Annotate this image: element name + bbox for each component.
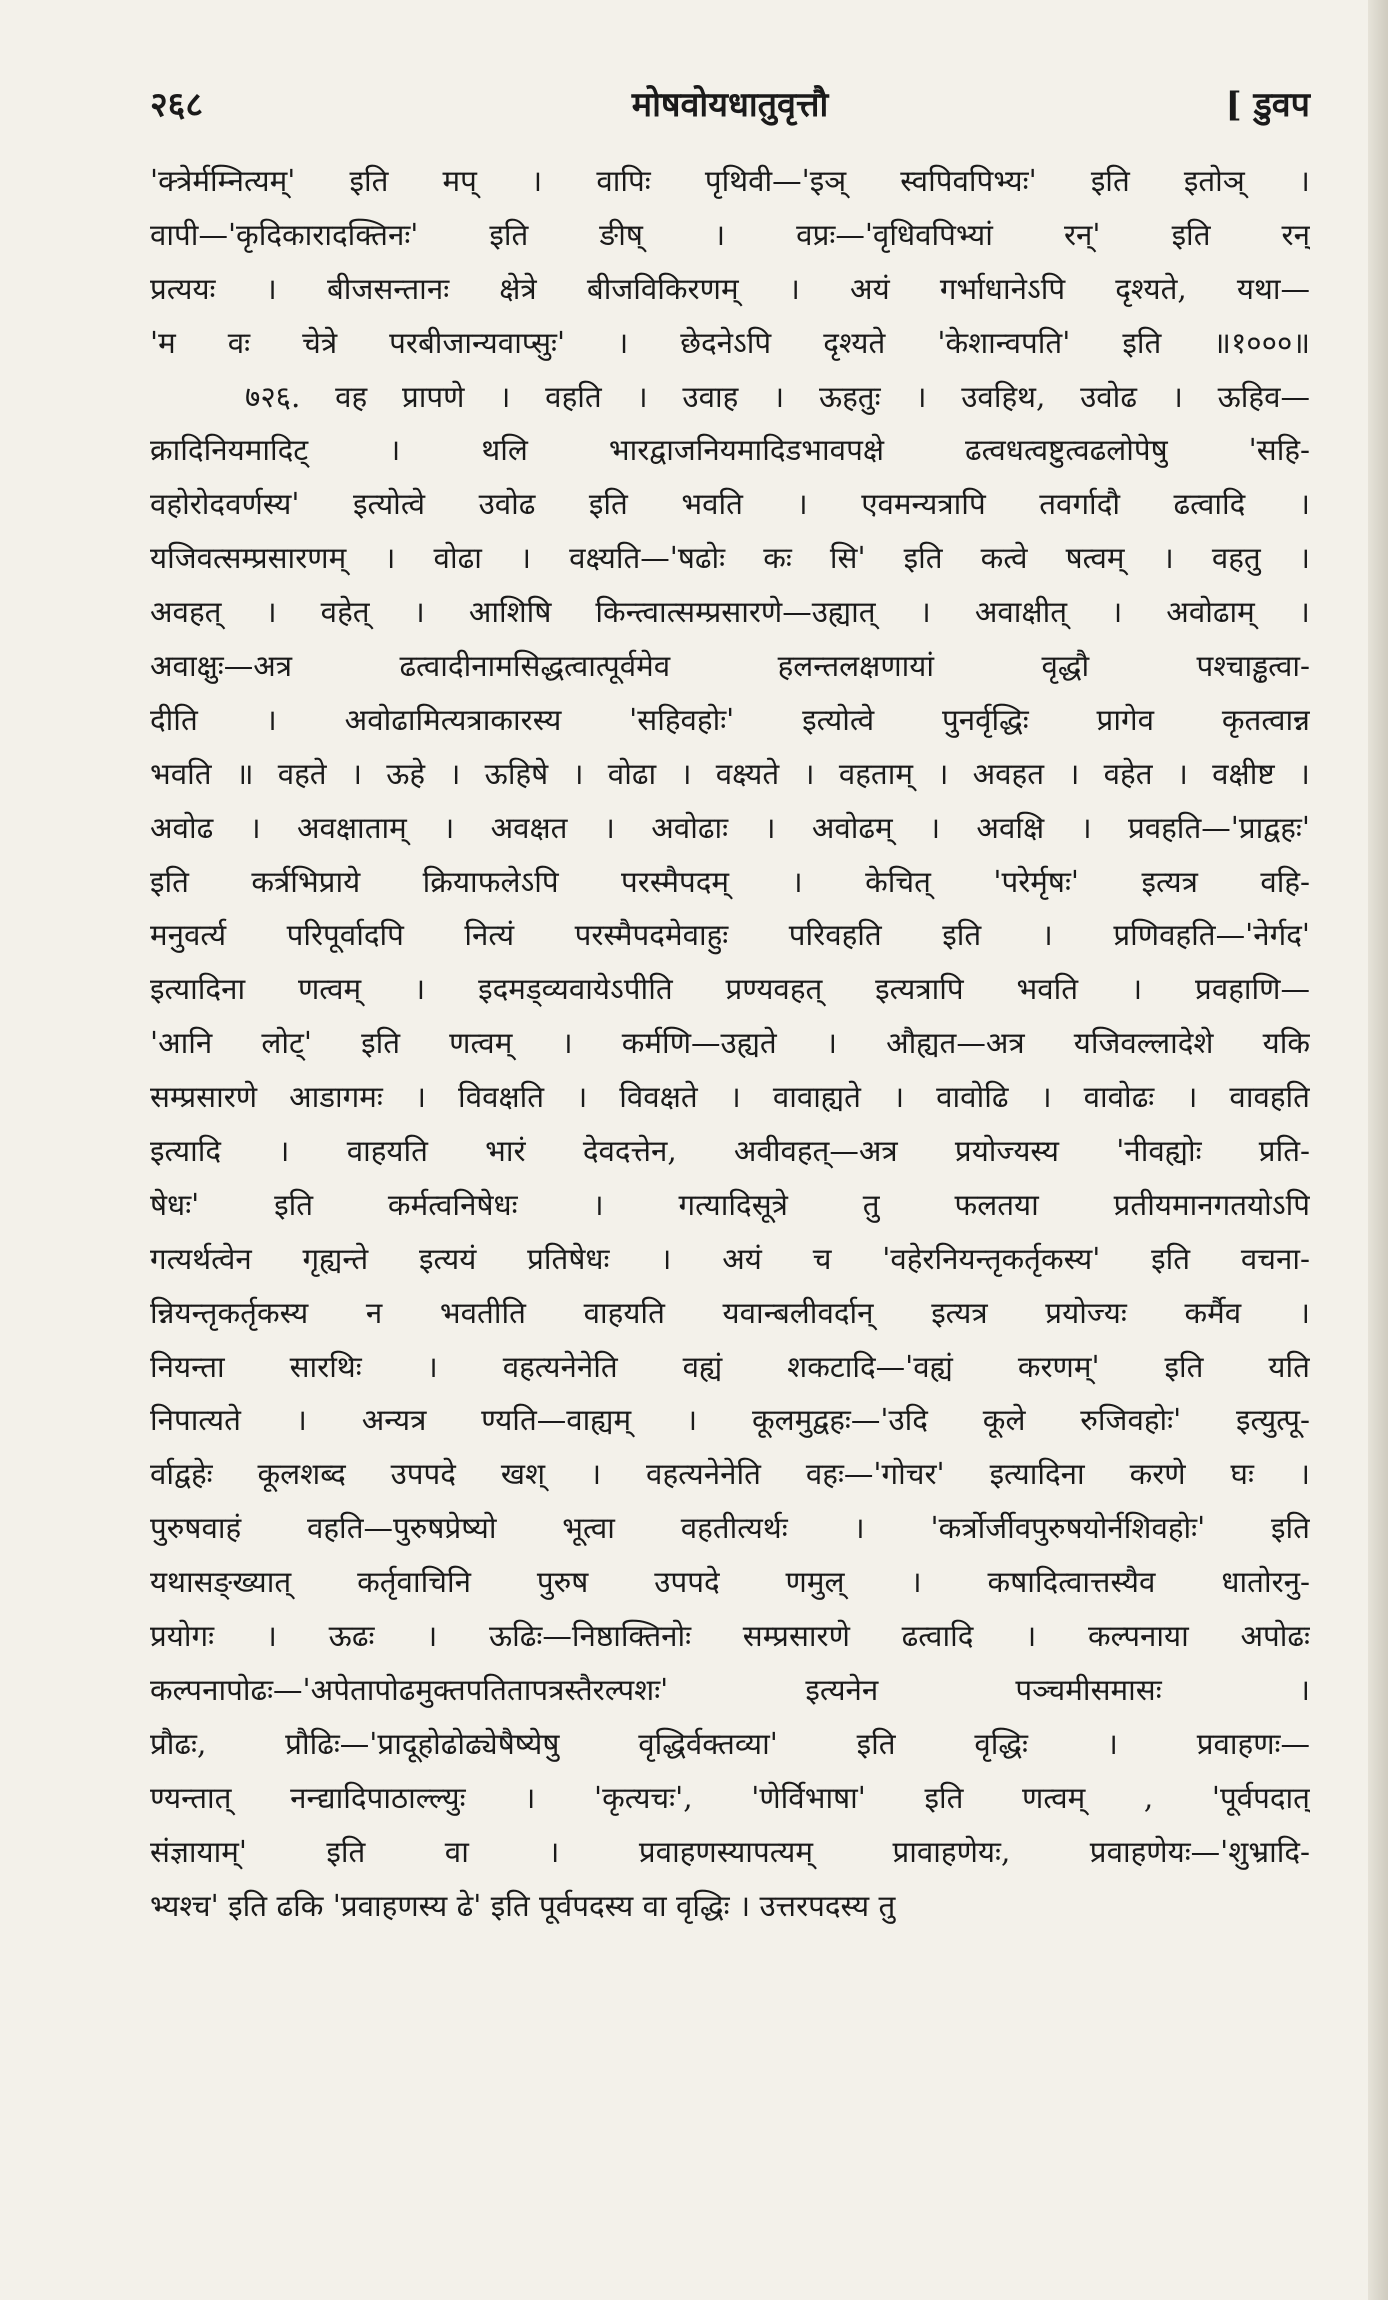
running-title: मोषवोयधातुवृत्तौ — [631, 85, 829, 125]
running-header — [150, 80, 1310, 140]
text-line: दीति । अवोढामित्यत्राकारस्य 'सहिवहोः' इत्योत्वे पुनर्वृद्धिः प्रागेव कृतत्वान्न — [150, 702, 1310, 737]
page-number: २६८ — [150, 85, 204, 125]
text-line: संज्ञायाम्' इति वा । प्रवाहणस्यापत्यम् प्रावाहणेयः, प्रवाहणेयः—'शुभ्रादि- — [150, 1834, 1310, 1869]
text-line: निपात्यते । अन्यत्र ण्यति—वाह्यम् । कूलमुद्वहः—'उदि कूले रुजिवहोः' इत्युत्पू- — [150, 1403, 1310, 1438]
text-line: 'आनि लोट्' इति णत्वम् । कर्मणि—उह्यते । औह्यत—अत्र यजिवल्लादेशे यकि — [150, 1026, 1310, 1061]
text-line: इत्यादि । वाहयति भारं देवदत्तेन, अवीवहत्—अत्र प्रयोज्यस्य 'नीवह्योः प्रति- — [150, 1134, 1310, 1169]
text-line: ण्यन्तात् नन्द्यादिपाठाल्ल्युः । 'कृत्यचः', 'णेर्विभाषा' इति णत्वम् , 'पूर्वपदात् — [150, 1780, 1310, 1815]
text-line: वापी—'कृदिकारादक्तिनः' इति ङीष् । वप्रः—'वृधिवपिभ्यां रन्' इति रन् — [150, 217, 1310, 252]
running-headword: [ डुवप — [1225, 85, 1310, 125]
text-line: षेधः' इति कर्मत्वनिषेधः । गत्यादिसूत्रे तु फलतया प्रतीयमानगतयोऽपि — [150, 1187, 1310, 1222]
text-line: वहोरोदवर्णस्य' इत्योत्वे उवोढ इति भवति । एवमन्यत्रापि तवर्गादौ ढत्वादि । — [150, 487, 1310, 522]
text-line: यजिवत्सम्प्रसारणम् । वोढा । वक्ष्यति—'षढोः कः सि' इति कत्वे षत्वम् । वहतु । — [150, 541, 1310, 576]
text-line: इति कर्त्रभिप्राये क्रियाफलेऽपि परस्मैपदम् । केचित् 'परेर्मृषः' इत्यत्र वहि- — [150, 864, 1310, 899]
text-line: प्रौढः, प्रौढिः—'प्रादूहोढोढ्येषैष्येषु वृद्धिर्वक्तव्या' इति वृद्धिः । प्रवाहणः— — [150, 1726, 1310, 1761]
text-line: इत्यादिना णत्वम् । इदमड्व्यवायेऽपीति प्रण्यवहत् इत्यत्रापि भवति । प्रवहाणि— — [150, 972, 1310, 1007]
text-line: अवहत् । वहेत् । आशिषि किन्त्वात्सम्प्रसारणे—उह्यात् । अवाक्षीत् । अवोढाम् । — [150, 595, 1310, 630]
text-line: 'क्त्रेर्मम्नित्यम्' इति मप् । वापिः पृथिवी—'इञ् स्वपिवपिभ्यः' इति इतोञ् । — [150, 164, 1310, 198]
text-line: कल्पनापोढः—'अपेतापोढमुक्तपतितापत्रस्तैरल्पशः' इत्यनेन पञ्चमीसमासः । — [150, 1672, 1310, 1707]
text-line: यथासङ्ख्यात् कर्तृवाचिनि पुरुष उपपदे णमुल् । कषादित्वात्तस्यैव धातोरनु- — [150, 1565, 1310, 1600]
text-line: भ्यश्च' इति ढकि 'प्रवाहणस्य ढे' इति पूर्वपदस्य वा वृद्धिः । उत्तरपदस्य तु — [150, 1888, 896, 1923]
text-line: ७२६. वह प्रापणे । वहति । उवाह । ऊहतुः । उवहिथ, उवोढ । ऊहिव— — [245, 379, 1310, 414]
text-line: र्वाद्वहेः कूलशब्द उपपदे खश् । वहत्यनेनेति वहः—'गोचर' इत्यादिना करणे घः । — [150, 1457, 1310, 1492]
text-line: अवाक्षुः—अत्र ढत्वादीनामसिद्धत्वात्पूर्वमेव हलन्तलक्षणायां वृद्धौ पश्चाड्ढत्वा- — [150, 649, 1310, 684]
text-line: अवोढ । अवक्षाताम् । अवक्षत । अवोढाः । अवोढम् । अवक्षि । प्रवहति—'प्राद्वहः' — [150, 810, 1310, 845]
text-line: प्रत्ययः । बीजसन्तानः क्षेत्रे बीजविकिरणम् । अयं गर्भाधानेऽपि दृश्यते, यथा— — [150, 271, 1310, 306]
text-body — [150, 155, 1310, 1933]
text-line: भवति ॥ वहते । ऊहे । ऊहिषे । वोढा । वक्ष्यते । वहताम् । अवहत । वहेत । वक्षीष्ट । — [150, 756, 1310, 791]
text-line: मनुवर्त्य परिपूर्वादपि नित्यं परस्मैपदमेवाहुः परिवहति इति । प्रणिवहति—'नेर्गद' — [150, 918, 1310, 953]
text-line: क्रादिनियमादिट् । थलि भारद्वाजनियमादिडभावपक्षे ढत्वधत्वष्टुत्वढलोपेषु 'सहि- — [150, 433, 1310, 468]
text-line: नियन्ता सारथिः । वहत्यनेनेति वह्यं शकटादि—'वह्यं करणम्' इति यति — [150, 1349, 1310, 1384]
text-line: 'म वः चेत्रे परबीजान्यवाप्सुः' । छेदनेऽपि दृश्यते 'केशान्वपति' इति ॥१०००॥ — [150, 325, 1310, 360]
page-edge — [1368, 0, 1388, 2300]
text-line: सम्प्रसारणे आडागमः । विवक्षति । विवक्षते । वावाह्यते । वावोढि । वावोढः । वावहति — [150, 1080, 1310, 1115]
text-line: प्रयोगः । ऊढः । ऊढिः—निष्ठाक्तिनोः सम्प्रसारणे ढत्वादि । कल्पनाया अपोढः — [150, 1619, 1310, 1654]
text-line: न्नियन्तृकर्तृकस्य न भवतीति वाहयति यवान्बलीवर्दान् इत्यत्र प्रयोज्यः कर्मैव । — [150, 1295, 1310, 1330]
text-line: पुरुषवाहं वहति—पुरुषप्रेष्यो भूत्वा वहतीत्यर्थः । 'कर्त्रोर्जीवपुरुषयोर्नशिवहोः' इति — [150, 1511, 1310, 1546]
text-line: गत्यर्थत्वेन गृह्यन्ते इत्ययं प्रतिषेधः । अयं च 'वहेरनियन्तृकर्तृकस्य' इति वचना- — [150, 1241, 1310, 1276]
